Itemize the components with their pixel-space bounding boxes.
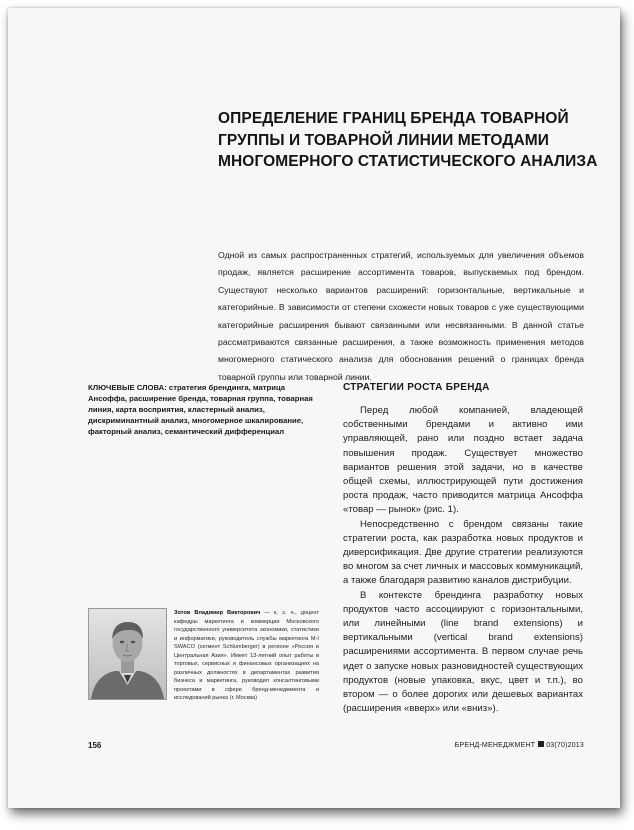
author-photo: [88, 608, 167, 700]
page-number: 156: [88, 741, 102, 750]
author-portrait-image: [89, 609, 166, 699]
square-separator-icon: [538, 741, 544, 747]
article-lead: Одной из самых распространенных стратегий, используемых для увеличения объемов продаж, является расширение ассортимента товаров, выпускаемых под брендом. Существуют несколько вариантов расширений: горизонтальные, вертикальные и категорийные. В зависимости от степени схожести новых товаров с уже существующими категорийные расширения бывают связанными или несвязанными. В данной статье рассматриваются связанные расширения, а также возможность применения методов многомерного статического анализа для обоснования решений о границах бренда товарной группы или товарной линии.: [218, 250, 584, 382]
journal-page: [8, 8, 620, 808]
body-paragraph: Непосредственно с брендом связаны такие стратегии роста, как разработка новых продуктов и диверсификация. Две другие стратегии реализуются во многом за счет личных и массовых коммуникаций, а также благодаря развитию каналов дистрибуции.: [343, 518, 583, 587]
section-body: [343, 404, 583, 716]
journal-name: БРЕНД-МЕНЕДЖМЕНТ: [454, 742, 536, 749]
issue-number: 03(70)2013: [546, 742, 584, 749]
body-paragraph: Перед любой компанией, владеющей собственными брендами и активно ими управляющей, рано или поздно встает задача повышения продаж. Существует множество вариантов решения этой задачи, но в качестве общей схемы, иллюстрирующей пути достижения роста продаж, часто приводится матрица Ансоффа «товар — рынок» (рис. 1).: [343, 405, 583, 516]
section-heading: СТРАТЕГИИ РОСТА БРЕНДА: [343, 382, 490, 393]
author-bio-block: [174, 609, 319, 703]
author-bio: — к. э. н., доцент кафедры маркетинга и коммерции Московского государственного университета экономики, статистики и информатики, руководитель службы маркетинга M-I SWACO (сегмент Schlumberger) в регионе «Россия и Центральная Азия». Имеет 13-летний опыт работы в торговых, сервисных и финансовых организациях на различных должностях в департаментах развития бизнеса и маркетинга, руководил консалтинговыми проектами в сфере бренд-менеджмента и исследований рынка (г. Москва): [174, 610, 320, 702]
author-name: Зотов Владимир Викторович: [174, 610, 261, 616]
body-paragraph: В контексте брендинга разработку новых продуктов часто ассоциируют с горизонтальными, или линейными (line brand extensions) и вертикальными (vertical brand extensions) расширениями ассортимента. В первом случае речь идет о запуске новых разновидностей существующих продуктов (новые упаковка, вкус, цвет и т.п.), во втором — о более дорогих или дешевых вариантах (расширения «вверх» или «вниз»).: [343, 589, 583, 715]
keywords: КЛЮЧЕВЫЕ СЛОВА: стратегия брендинга, матрица Ансоффа, расширение бренда, товарная группа, товарная линия, карта восприятия, кластерный анализ, дискриминантный анализ, многомерное шкалирование, факторный анализ, семантический дифференциал: [88, 383, 313, 436]
running-footer: [455, 741, 584, 749]
article-title: ОПРЕДЕЛЕНИЕ ГРАНИЦ БРЕНДА ТОВАРНОЙ ГРУППЫ И ТОВАРНОЙ ЛИНИИ МЕТОДАМИ МНОГОМЕРНОГО СТАТИСТИЧЕСКОГО АНАЛИЗА: [218, 110, 598, 170]
